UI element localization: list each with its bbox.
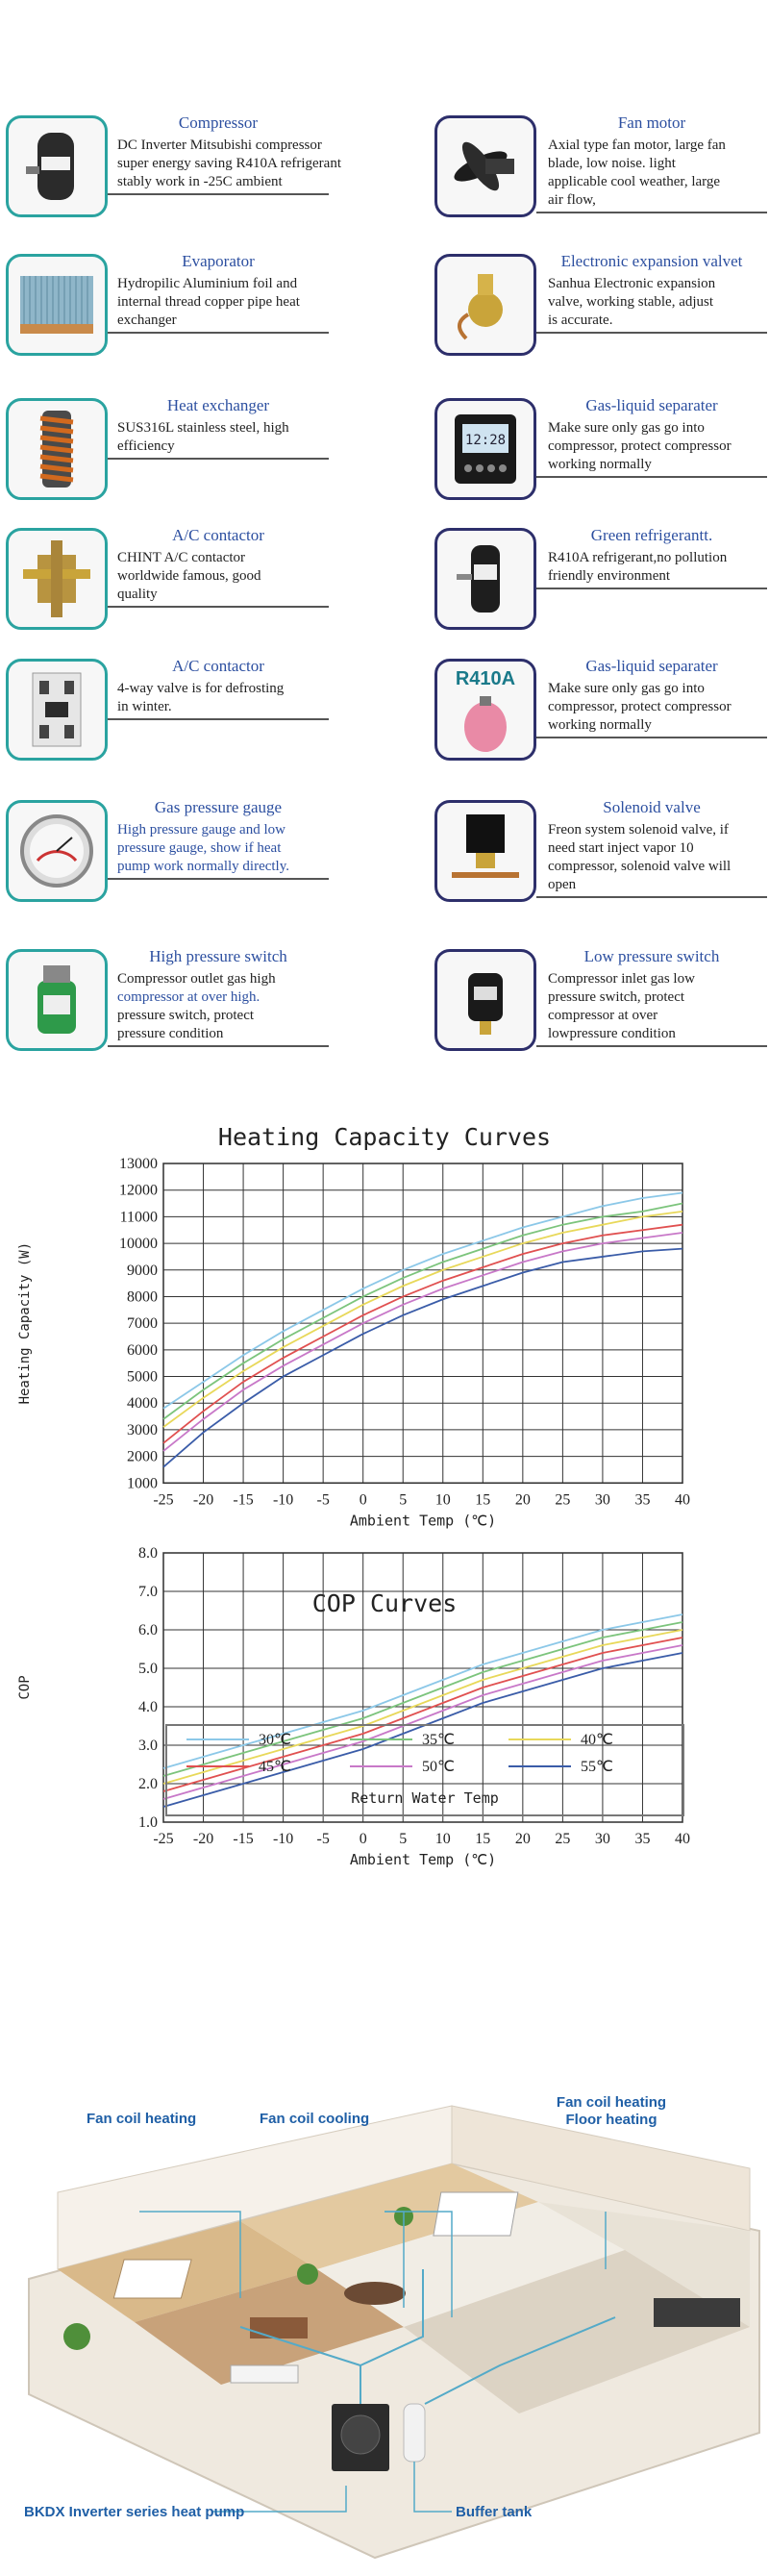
- y-tick-label: 3000: [127, 1421, 158, 1438]
- y-tick-label: 1.0: [138, 1814, 158, 1831]
- component-card: [6, 798, 333, 902]
- x-tick-label: -20: [192, 1831, 214, 1847]
- component-card: [6, 947, 333, 1051]
- x-tick-label: -10: [272, 1491, 294, 1509]
- component-title: Low pressure switch: [583, 947, 720, 965]
- x-tick-label: 15: [475, 1491, 491, 1509]
- description-line: exchanger: [117, 313, 177, 328]
- chart-legend: [165, 1724, 684, 1816]
- x-tick-label: 30: [594, 1831, 610, 1847]
- solenoid-valve-icon: [434, 800, 536, 902]
- y-tick-label: 5.0: [138, 1661, 158, 1677]
- fan-coil-heating-label: Fan coil heating: [87, 2111, 197, 2127]
- legend-label: 40℃: [581, 1732, 613, 1748]
- valve-icon: [6, 528, 108, 630]
- heat-exchanger-icon: [6, 398, 108, 500]
- component-title: Green refrigerantt.: [590, 526, 713, 544]
- component-description: [117, 549, 329, 604]
- description-line: lowpressure condition: [548, 1026, 676, 1041]
- description-line: compressor, solenoid valve will: [548, 859, 732, 874]
- heating-chart-title: Heating Capacity Curves: [217, 1123, 552, 1151]
- component-card: [6, 252, 333, 356]
- description-line: Compressor inlet gas low: [548, 971, 695, 987]
- description-line: air flow,: [548, 192, 596, 208]
- heat-pump-label: BKDX Inverter series heat pump: [24, 2504, 245, 2520]
- x-tick-label: -5: [316, 1831, 330, 1847]
- compressor-icon: [6, 115, 108, 217]
- legend-label: 55℃: [581, 1759, 613, 1775]
- component-title: A/C contactor: [172, 526, 264, 544]
- y-tick-label: 12000: [119, 1182, 158, 1199]
- component-title: Electronic expansion valvet: [560, 252, 743, 270]
- component-card: [434, 526, 769, 630]
- component-description: [117, 137, 341, 191]
- card-underline: [536, 1045, 767, 1047]
- description-line: compressor, protect compressor: [548, 699, 732, 714]
- y-tick-label: 7000: [127, 1315, 158, 1333]
- y-tick-label: 6000: [127, 1341, 158, 1359]
- y-tick-label: 10000: [119, 1236, 158, 1253]
- y-tick-label: 11000: [119, 1209, 158, 1226]
- legend-label: 30℃: [259, 1732, 291, 1748]
- x-tick-label: 20: [514, 1491, 531, 1509]
- description-line: blade, low noise. light: [548, 156, 676, 171]
- description-line: 4-way valve is for defrosting: [117, 681, 285, 696]
- description-line: Compressor outlet gas high: [117, 971, 276, 987]
- component-card: [6, 526, 333, 630]
- description-line: quality: [117, 587, 158, 602]
- house-illustration: [0, 2077, 769, 2576]
- evaporator-icon: [6, 254, 108, 356]
- contactor-icon: [6, 659, 108, 761]
- description-line: R410A refrigerant,no pollution: [548, 550, 728, 565]
- legend-label: 45℃: [259, 1759, 291, 1775]
- component-title: Evaporator: [182, 252, 255, 270]
- component-description: [117, 680, 329, 716]
- card-underline: [108, 193, 329, 195]
- component-card: [6, 657, 333, 761]
- y-tick-label: 1000: [127, 1475, 158, 1492]
- cop-chart-title: COP Curves: [311, 1589, 458, 1617]
- description-line: compressor at over high.: [117, 989, 260, 1005]
- card-underline: [536, 476, 767, 478]
- description-line: compressor at over: [548, 1008, 658, 1023]
- component-card: [434, 798, 769, 902]
- description-line: working normally: [548, 717, 652, 733]
- refrigerant-tank-icon: [434, 528, 536, 630]
- x-tick-label: 25: [555, 1831, 571, 1847]
- x-tick-label: -15: [233, 1831, 254, 1847]
- x-tick-label: -15: [233, 1491, 254, 1509]
- description-line: pressure switch, protect: [548, 989, 685, 1005]
- component-title: High pressure switch: [149, 947, 287, 965]
- svg-text:R410A: R410A: [455, 668, 516, 689]
- component-title: Gas-liquid separater: [585, 396, 718, 414]
- y-tick-label: 2.0: [138, 1776, 158, 1792]
- component-title: Heat exchanger: [166, 396, 270, 414]
- description-line: compressor, protect compressor: [548, 438, 732, 454]
- fan-coil-cooling-label: Fan coil cooling: [260, 2111, 370, 2127]
- controller-icon: [434, 398, 536, 500]
- fan-coil-floor-heating-label: [544, 2094, 679, 2129]
- description-line: Sanhua Electronic expansion: [548, 276, 716, 291]
- floor-heating-label: Floor heating: [565, 2112, 657, 2128]
- card-underline: [108, 878, 329, 880]
- card-underline: [108, 332, 329, 334]
- x-tick-label: 25: [555, 1491, 571, 1509]
- y-tick-label: 9000: [127, 1262, 158, 1279]
- component-card: [434, 252, 769, 356]
- component-description: [548, 821, 767, 894]
- svg-text:12:28: 12:28: [464, 433, 507, 448]
- description-line: valve, working stable, adjust: [548, 294, 714, 310]
- y-tick-label: 4.0: [138, 1699, 158, 1715]
- card-underline: [536, 896, 767, 898]
- component-title: Solenoid valve: [603, 798, 701, 816]
- x-tick-label: 40: [675, 1491, 690, 1509]
- y-tick-label: 8.0: [138, 1545, 158, 1562]
- description-line: High pressure gauge and low: [117, 822, 285, 838]
- expansion-valve-icon: [434, 254, 536, 356]
- component-title: Fan motor: [617, 113, 686, 132]
- component-card: [434, 396, 769, 500]
- x-tick-label: -25: [153, 1831, 174, 1847]
- description-line: applicable cool weather, large: [548, 174, 721, 189]
- x-tick-label: 0: [359, 1491, 367, 1509]
- description-line: efficiency: [117, 438, 175, 454]
- component-card: [434, 113, 769, 217]
- x-tick-label: 0: [359, 1831, 367, 1847]
- x-tick-label: 35: [634, 1831, 651, 1847]
- x-tick-label: -25: [153, 1491, 174, 1509]
- legend-label: 35℃: [422, 1732, 455, 1748]
- component-description: [117, 275, 329, 330]
- fan-motor-icon: [434, 115, 536, 217]
- description-line: pump work normally directly.: [117, 859, 289, 874]
- low-pressure-switch-icon: [434, 949, 536, 1051]
- component-card: [6, 113, 341, 217]
- component-description: [548, 970, 767, 1043]
- legend-title: Return Water Temp: [351, 1789, 499, 1807]
- x-tick-label: 10: [434, 1491, 451, 1509]
- card-underline: [108, 606, 329, 608]
- x-axis-label: Ambient Temp (℃): [349, 1512, 497, 1530]
- y-axis-label: COP: [17, 1675, 33, 1700]
- x-tick-label: -20: [192, 1491, 214, 1509]
- component-card: [434, 947, 769, 1051]
- buffer-tank-label: Buffer tank: [456, 2504, 533, 2520]
- description-line: DC Inverter Mitsubishi compressor: [117, 138, 322, 153]
- y-tick-label: 6.0: [138, 1622, 158, 1638]
- card-underline: [536, 332, 767, 334]
- description-line: pressure condition: [117, 1026, 224, 1041]
- description-line: need start inject vapor 10: [548, 840, 694, 856]
- legend-label: 50℃: [422, 1759, 455, 1775]
- component-title: A/C contactor: [172, 657, 264, 675]
- component-card: [6, 396, 333, 500]
- x-tick-label: -10: [272, 1831, 294, 1847]
- series-line: [163, 1249, 682, 1467]
- y-tick-label: 3.0: [138, 1738, 158, 1754]
- fan-coil-heating-label-2: Fan coil heating: [556, 2094, 667, 2111]
- description-line: Freon system solenoid valve, if: [548, 822, 729, 838]
- component-description: [117, 970, 329, 1043]
- x-tick-label: 30: [594, 1491, 610, 1509]
- component-description: [117, 419, 329, 456]
- description-line: internal thread copper pipe heat: [117, 294, 300, 310]
- card-underline: [536, 737, 767, 738]
- description-line: working normally: [548, 457, 652, 472]
- pressure-gauge-icon: [6, 800, 108, 902]
- y-tick-label: 2000: [127, 1448, 158, 1465]
- description-line: in winter.: [117, 699, 172, 714]
- heating-capacity-chart: [0, 1154, 769, 1577]
- description-line: Axial type fan motor, large fan: [548, 138, 726, 153]
- x-tick-label: 5: [399, 1831, 408, 1847]
- x-tick-label: 10: [434, 1831, 451, 1847]
- description-line: stably work in -25C ambient: [117, 174, 283, 189]
- x-tick-label: 5: [399, 1491, 408, 1509]
- component-description: [548, 275, 767, 330]
- x-tick-label: 40: [675, 1831, 690, 1847]
- component-title: Compressor: [178, 113, 259, 132]
- description-line: SUS316L stainless steel, high: [117, 420, 289, 436]
- y-tick-label: 8000: [127, 1288, 158, 1306]
- description-line: open: [548, 877, 577, 892]
- y-tick-label: 7.0: [138, 1584, 158, 1600]
- description-line: is accurate.: [548, 313, 613, 328]
- component-title: Gas-liquid separater: [585, 657, 718, 675]
- card-underline: [536, 212, 767, 213]
- card-underline: [108, 718, 329, 720]
- component-card: [434, 657, 769, 761]
- card-underline: [108, 1045, 329, 1047]
- component-title: Gas pressure gauge: [154, 798, 283, 816]
- description-line: Make sure only gas go into: [548, 420, 705, 436]
- description-line: Make sure only gas go into: [548, 681, 705, 696]
- component-description: [117, 821, 329, 876]
- x-tick-label: 35: [634, 1491, 651, 1509]
- component-description: [548, 137, 767, 210]
- x-tick-label: 15: [475, 1831, 491, 1847]
- y-tick-label: 13000: [119, 1156, 158, 1172]
- x-tick-label: 20: [514, 1831, 531, 1847]
- description-line: pressure gauge, show if heat: [117, 840, 282, 856]
- description-line: Hydropilic Aluminium foil and: [117, 276, 298, 291]
- description-line: worldwide famous, good: [117, 568, 261, 584]
- component-description: [548, 680, 767, 735]
- x-tick-label: -5: [316, 1491, 330, 1509]
- series-line: [163, 1233, 682, 1451]
- x-axis-label: Ambient Temp (℃): [349, 1851, 497, 1868]
- card-underline: [108, 458, 329, 460]
- r410a-cylinder-icon: [434, 659, 536, 761]
- description-line: super energy saving R410A refrigerant: [117, 156, 341, 171]
- y-axis-label: Heating Capacity (W): [17, 1241, 33, 1405]
- description-line: CHINT A/C contactor: [117, 550, 246, 565]
- card-underline: [536, 588, 767, 589]
- component-description: [548, 549, 767, 586]
- description-line: pressure switch, protect: [117, 1008, 255, 1023]
- high-pressure-switch-icon: [6, 949, 108, 1051]
- series-line: [163, 1225, 682, 1443]
- description-line: friendly environment: [548, 568, 671, 584]
- y-tick-label: 5000: [127, 1368, 158, 1386]
- y-tick-label: 4000: [127, 1395, 158, 1413]
- component-description: [548, 419, 767, 474]
